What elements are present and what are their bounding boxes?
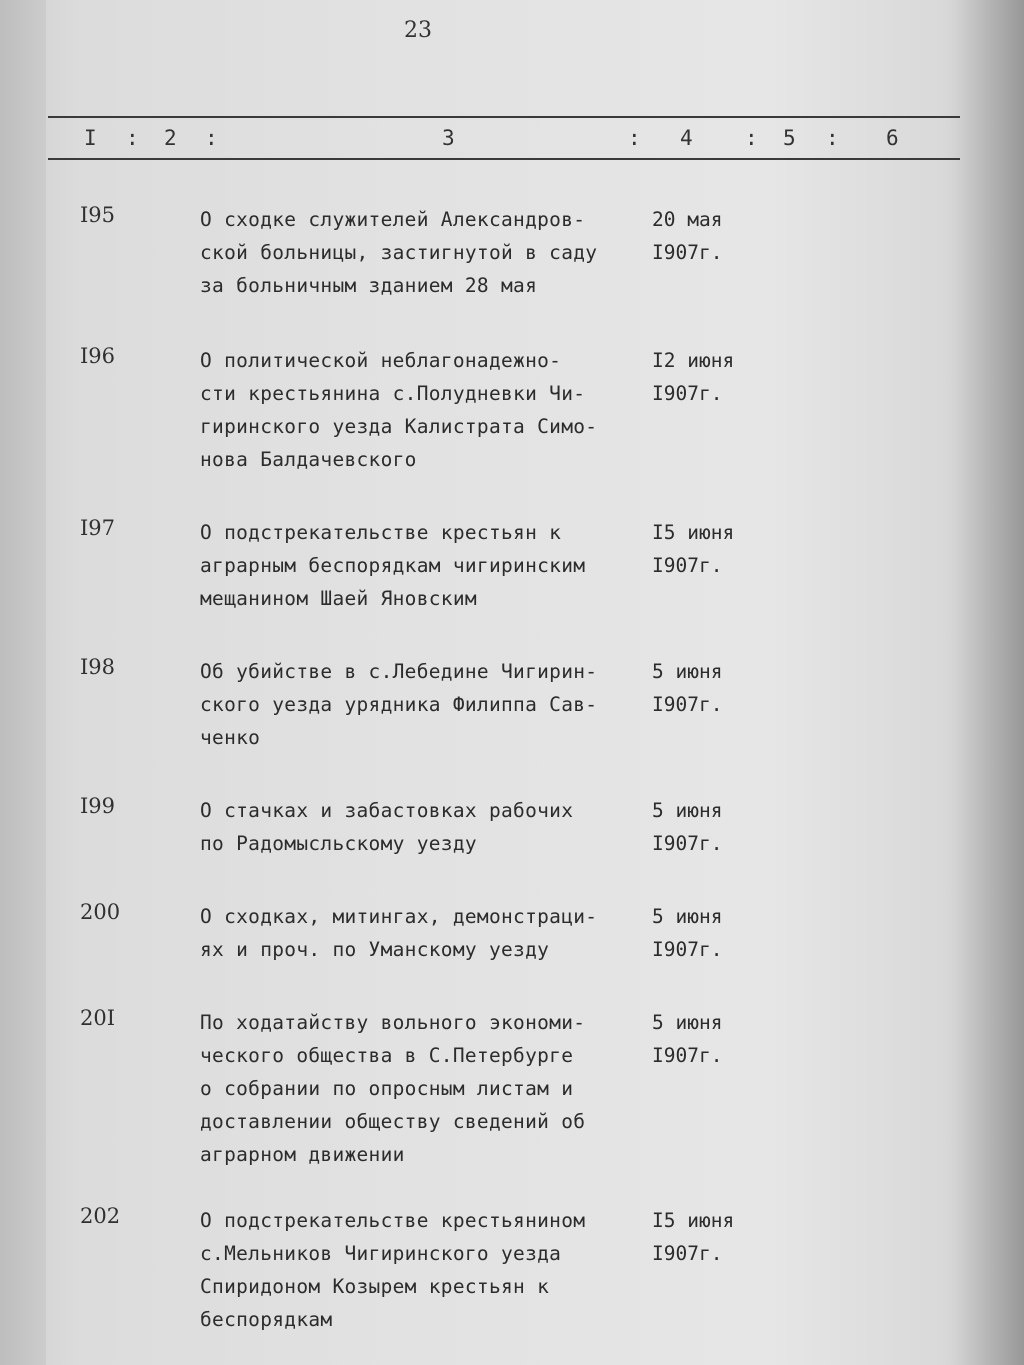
right-page-shadow xyxy=(954,0,1024,1365)
entry-description: О политической неблагонадежно- сти крестьянина с.Полудневки Чи- гиринского уезда Калистрата Симо- нова Балдачевского xyxy=(200,349,598,471)
column-separator: : xyxy=(205,126,218,150)
entry-date: 5 июня I907г. xyxy=(652,799,723,855)
header-bottom-rule xyxy=(48,158,960,160)
page-number: 23 xyxy=(404,18,432,43)
entry-description: О подстрекательстве крестьян к аграрным беспорядкам чигиринским мещанином Шаей Яновским xyxy=(200,521,586,610)
entry-description: О подстрекательстве крестьянином с.Мельников Чигиринского уезда Спиридоном Козырем крестьян к беспорядкам xyxy=(200,1209,586,1331)
column-header-4: 4 xyxy=(680,126,693,150)
entry-number: I96 xyxy=(80,344,116,368)
entry-number: 20I xyxy=(80,1006,116,1030)
entry-number: I95 xyxy=(80,203,116,227)
column-header-6: 6 xyxy=(886,126,899,150)
entry-number: I98 xyxy=(80,655,116,679)
column-header-3: 3 xyxy=(442,126,455,150)
header-top-rule xyxy=(48,116,960,118)
column-separator: : xyxy=(826,126,839,150)
entry-date: I2 июня I907г. xyxy=(652,349,735,405)
column-separator: : xyxy=(745,126,758,150)
entry-description: Об убийстве в с.Лебедине Чигирин- ского уезда урядника Филиппа Сав- ченко xyxy=(200,660,598,749)
entry-number: 202 xyxy=(80,1204,121,1228)
column-separator: : xyxy=(126,126,139,150)
entry-number: I99 xyxy=(80,794,116,818)
entry-date: I5 июня I907г. xyxy=(652,521,735,577)
entry-date: 5 июня I907г. xyxy=(652,905,723,961)
column-header-2: 2 xyxy=(164,126,177,150)
column-separator: : xyxy=(628,126,641,150)
entry-number: I97 xyxy=(80,516,116,540)
column-header-5: 5 xyxy=(783,126,796,150)
entry-description: О сходках, митингах, демонстраци- ях и проч. по Уманскому уезду xyxy=(200,905,598,961)
entry-description: По ходатайству вольного экономи- ческого общества в С.Петербурге о собрании по опросным листам и доставлении обществу сведений об аграрном движении xyxy=(200,1011,586,1166)
entry-date: 5 июня I907г. xyxy=(652,1011,723,1067)
column-header-1: I xyxy=(84,126,97,150)
entry-date: 5 июня I907г. xyxy=(652,660,723,716)
left-page-edge xyxy=(0,0,46,1365)
entry-number: 200 xyxy=(80,900,121,924)
entry-date: 20 мая I907г. xyxy=(652,208,723,264)
entry-description: О сходке служителей Александров- ской больницы, застигнутой в саду за больничным зданием 28 мая xyxy=(200,208,598,297)
entry-description: О стачках и забастовках рабочих по Радомысльскому уезду xyxy=(200,799,574,855)
entry-date: I5 июня I907г. xyxy=(652,1209,735,1265)
